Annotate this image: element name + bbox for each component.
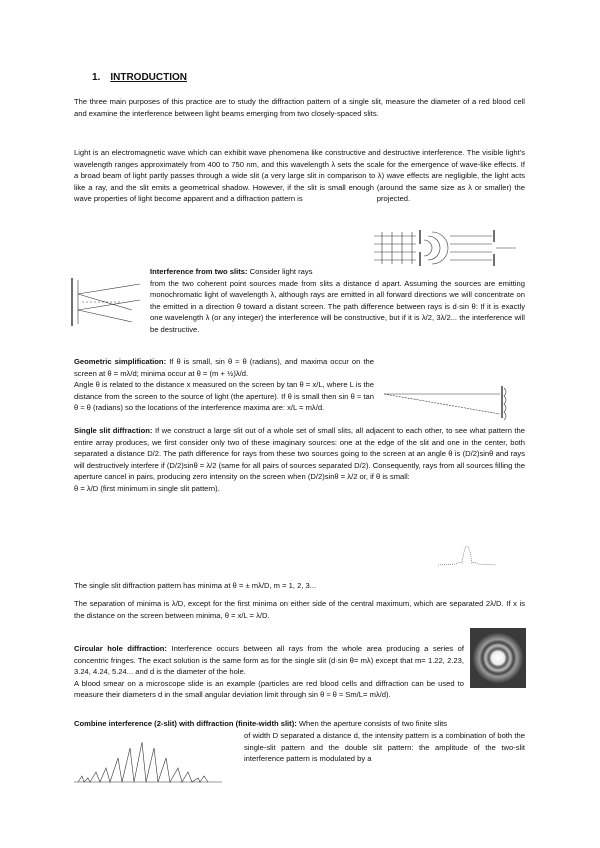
light-wave-text: Light is an electromagnetic wave which can exhibit wave phenomena like constructive and destructive interference. The visible light's wavelength ranges approximately from 400 to 750 nm, and this wavelength λ sets the scale for the emergence of wave-like effects. If a broad beam of light partly passes through a wide slit (a very large slit in comparison to λ) wave effects are negligible, the light acts like a ray, and the slit emits a geometrical shadow. However, if the slit is small enough (around the same size as λ or smaller) the wave properties of light become apparent and a diffraction pattern is [74, 148, 525, 204]
two-slit-paragraph [150, 266, 525, 336]
circular-label: Circular hole diffraction: [74, 644, 167, 653]
geometric-label: Geometric simplification: [74, 357, 167, 366]
single-slit-paragraph [74, 425, 525, 495]
light-wave-paragraph [74, 147, 525, 205]
single-slit-equation: θ = λ/D (first minimum in single slit pattern). [74, 483, 220, 493]
separation-paragraph: The separation of minima is λ/D, except for the first minima on either side of the central maximum, which are separated 2λ/D. If x is the distance on the screen between minima, θ = x/L = λ/D. [74, 599, 525, 620]
light-wave-tail: projected. [376, 194, 411, 204]
geometric-paragraph [74, 356, 374, 414]
single-slit-pattern-figure [436, 525, 498, 569]
minima-paragraph: The single slit diffraction pattern has minima at θ = ± mλ/D, m = 1, 2, 3... [74, 581, 317, 590]
combine-lead: When the aperture consists of two finite slits [298, 719, 448, 728]
geometric-angle: Angle θ is related to the distance x measured on the screen by tan θ = x/L, where L is the distance from the screen to the source of light (the aperture). If θ is small then sin θ ≈ tan θ ≈ θ (radians) so the locations of the interference maxima are: x/L = mλ/d. [74, 380, 374, 413]
combine-body: of width D separated a distance d, the intensity pattern is a combination of both the single-slit pattern and the double slit pattern: the amplitude of the two-slit interference pattern is modulated by a [244, 731, 525, 764]
section-title: INTRODUCTION [110, 72, 188, 83]
two-slit-label: Interference from two slits: [150, 267, 248, 276]
section-heading [92, 72, 187, 83]
slit-diffraction-figure [370, 228, 520, 268]
combine-paragraph [74, 718, 525, 730]
single-slit-label: Single slit diffraction: [74, 426, 153, 435]
single-slit-body: If we construct a large slit out of a whole set of small slits, all adjacent to each other, to see what pattern the entire array produces, we first consider only two of these imaginary sources: one at the edge of the slit and one in the center, both separated a distance D/2. The path difference for rays from these two sources going to the screen at an angle θ is (D/2)sinθ and rays will destructively interfere if (D/2)sinθ = λ/2 (same for all pairs of sources separated D/2). Consequently, rays from all sources filling the aperture cancel in pairs, producing zero intensity on the screen when (D/2)sinθ = λ/2 or, if θ is small: [74, 426, 525, 482]
two-slit-body: from the two coherent point sources made from slits a distance d apart. Assuming the sources are emitting monochromatic light of wavelength λ, although rays are emitted in all forward directions we will concentrate on the emitted in a direction θ toward a distant screen. The path difference between rays is d·sin θ: If it is exactly one wavelength λ (or any integer) the interference will be constructive, but if it is λ/2, 3λ/2... the interference will be destructive. [150, 278, 525, 334]
circular-body: Interference occurs between all rays from the whole area producing a series of concentric fringes. The exact solution is the same form as for the single slit (d·sin θ= mλ) except that m= 1.22, 2.23, 3.24, 4.24, 5.24... and d is the diameter of the hole. [74, 644, 464, 677]
purpose-paragraph: The three main purposes of this practice are to study the diffraction pattern of a single slit, measure the diameter of a red blood cell and examine the interference between light beams emerging from two closely-spaced slits. [74, 97, 525, 118]
airy-disc-figure [470, 628, 526, 688]
section-number: 1. [92, 72, 101, 83]
circular-paragraph [74, 643, 464, 701]
blood-smear-text: A blood smear on a microscope slide is an example (particles are red blood cells and diffraction can be used to measure their diameters d in the small angular deviation limit through sin θ ≈ θ ≈ Sm/L= mλ/d). [74, 678, 464, 700]
geometric-maxima: If θ is small, sin θ ≈ θ (radians), and maxima occur on the screen at θ = mλ/d; minima occur at θ = (m + ½)λ/d. [74, 357, 374, 378]
combined-pattern-figure [72, 738, 228, 786]
two-slit-figure [62, 276, 148, 328]
screen-geometry-figure [380, 384, 525, 420]
combine-label: Combine interference (2-slit) with diffraction (finite-width slit): [74, 719, 297, 728]
two-slit-lead: Consider light rays [249, 267, 313, 276]
